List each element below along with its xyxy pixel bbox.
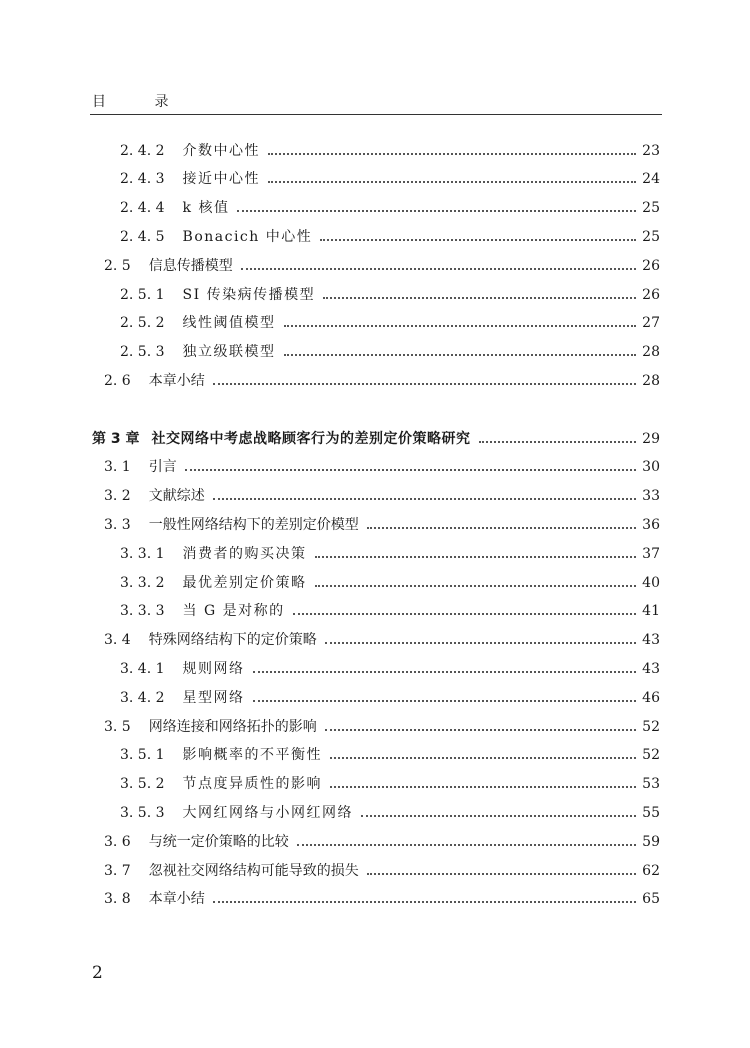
toc-page: 28 (642, 344, 660, 360)
toc-entry-2-4-4[interactable] (120, 195, 660, 217)
toc-page: 23 (642, 143, 660, 159)
toc-number: 2. 4. 4 (120, 200, 165, 216)
toc-page: 25 (642, 200, 660, 216)
dot-leader (213, 383, 636, 385)
dot-leader (315, 585, 637, 587)
toc-entry-2-4-2[interactable] (120, 138, 660, 160)
toc-title: 接近中心性 (182, 171, 261, 187)
toc-entry-3-1[interactable] (104, 454, 660, 476)
toc-title: SI 传染病传播模型 (182, 287, 316, 303)
dot-leader (323, 297, 636, 299)
header-rule (90, 114, 662, 115)
dot-leader (330, 786, 636, 788)
dot-leader (284, 354, 637, 356)
dot-leader (315, 556, 637, 558)
toc-page: 41 (642, 603, 660, 619)
toc-number: 2. 4. 2 (120, 143, 165, 159)
toc-entry-2-5[interactable] (104, 253, 660, 275)
toc-page: 28 (642, 373, 660, 389)
toc-number: 3. 3. 2 (120, 575, 165, 591)
toc-entry-3-3-3[interactable] (120, 598, 660, 620)
toc-entry-3-2[interactable] (104, 483, 660, 505)
toc-title: 当 G 是对称的 (182, 603, 285, 619)
toc-entry-3-8[interactable] (104, 886, 660, 908)
toc-entry-2-6[interactable] (104, 368, 660, 390)
toc-title: 信息传播模型 (148, 258, 233, 274)
dot-leader (297, 844, 636, 846)
dot-leader (479, 441, 637, 443)
toc-entry-2-5-1[interactable] (120, 282, 660, 304)
toc-title: 网络连接和网络拓扑的影响 (148, 719, 317, 735)
toc-page: 29 (642, 431, 660, 447)
toc-chapter-number: 第 3 章 (92, 431, 140, 447)
toc-title: 规则网络 (182, 661, 245, 677)
toc-title: 独立级联模型 (182, 344, 276, 360)
toc-number: 3. 6 (104, 834, 131, 850)
toc-entry-2-4-5[interactable] (120, 224, 660, 246)
toc-entry-3-5-1[interactable] (120, 742, 660, 764)
toc-title: 最优差别定价策略 (182, 575, 307, 591)
toc-number: 3. 3 (104, 517, 131, 533)
page-number: 2 (92, 963, 103, 983)
toc-number: 3. 5. 2 (120, 776, 165, 792)
toc-page: 53 (642, 776, 660, 792)
toc-page: 24 (642, 171, 660, 187)
toc-entry-3-5-2[interactable] (120, 771, 660, 793)
toc-entry-3-4-1[interactable] (120, 656, 660, 678)
toc-title: 文献综述 (148, 488, 205, 504)
dot-leader (253, 700, 637, 702)
toc-title: 与统一定价策略的比较 (148, 834, 289, 850)
toc-page: 65 (642, 891, 660, 907)
toc-title: 线性阈值模型 (182, 315, 276, 331)
toc-number: 3. 5. 1 (120, 747, 165, 763)
toc-number: 2. 6 (104, 373, 131, 389)
toc-entry-3-6[interactable] (104, 829, 660, 851)
dot-leader (284, 325, 637, 327)
toc-page: 33 (642, 488, 660, 504)
toc-number: 2. 5. 3 (120, 344, 165, 360)
toc-title: 忽视社交网络结构可能导致的损失 (148, 863, 359, 879)
toc-entry-3-5[interactable] (104, 714, 660, 736)
toc-title: k 核值 (182, 200, 230, 216)
toc-number: 3. 1 (104, 459, 131, 475)
toc-title: 本章小结 (148, 891, 205, 907)
dot-leader (213, 901, 636, 903)
toc-number: 3. 3. 1 (120, 546, 165, 562)
toc-title: 介数中心性 (182, 143, 261, 159)
toc-title: 大网红网络与小网红网络 (182, 805, 354, 821)
toc-number: 2. 5 (104, 258, 131, 274)
toc-number: 2. 5. 2 (120, 315, 165, 331)
toc-page: 46 (642, 690, 660, 706)
toc-title: 一般性网络结构下的差别定价模型 (148, 517, 359, 533)
dot-leader (241, 268, 636, 270)
toc-title: 消费者的购买决策 (182, 546, 307, 562)
toc-number: 3. 5. 3 (120, 805, 165, 821)
toc-page: 43 (642, 661, 660, 677)
toc-number: 3. 3. 3 (120, 603, 165, 619)
dot-leader (367, 527, 636, 529)
dot-leader (325, 729, 636, 731)
toc-page: 25 (642, 229, 660, 245)
toc-title: 本章小结 (148, 373, 205, 389)
toc-entry-3-7[interactable] (104, 858, 660, 880)
toc-page: 52 (642, 719, 660, 735)
toc-entry-3-5-3[interactable] (120, 800, 660, 822)
toc-page: 26 (642, 258, 660, 274)
dot-leader (185, 469, 636, 471)
toc-number: 3. 5 (104, 719, 131, 735)
dot-leader (330, 757, 636, 759)
toc-number: 2. 4. 5 (120, 229, 165, 245)
toc-entry-2-5-3[interactable] (120, 339, 660, 361)
toc-title: 影响概率的不平衡性 (182, 747, 323, 763)
toc-page: 36 (642, 517, 660, 533)
dot-leader (213, 498, 636, 500)
toc-page: 37 (642, 546, 660, 562)
toc-chapter-title: 社交网络中考虑战略顾客行为的差别定价策略研究 (151, 431, 471, 447)
toc-title: 节点度异质性的影响 (182, 776, 323, 792)
toc-number: 3. 7 (104, 863, 131, 879)
toc-page: 52 (642, 747, 660, 763)
toc-number: 3. 2 (104, 488, 131, 504)
toc-entry-2-5-2[interactable] (120, 310, 660, 332)
toc-number: 2. 5. 1 (120, 287, 165, 303)
dot-leader (325, 642, 636, 644)
toc-title: 特殊网络结构下的定价策略 (148, 632, 317, 648)
toc-page: 62 (642, 863, 660, 879)
toc-title: 引言 (148, 459, 177, 475)
toc-page: 43 (642, 632, 660, 648)
toc-page: 59 (642, 834, 660, 850)
running-header-title: 目 录 (92, 94, 191, 110)
toc-entry-3-3-1[interactable] (120, 541, 660, 563)
dot-leader (253, 671, 637, 673)
toc-number: 3. 8 (104, 891, 131, 907)
toc-entry-3-4[interactable] (104, 627, 660, 649)
toc-number: 3. 4. 1 (120, 661, 165, 677)
toc-page: 30 (642, 459, 660, 475)
toc-chapter-3[interactable] (92, 426, 660, 448)
toc-entry-3-3[interactable] (104, 512, 660, 534)
toc-number: 3. 4. 2 (120, 690, 165, 706)
toc-title: Bonacich 中心性 (182, 229, 313, 245)
toc-number: 3. 4 (104, 632, 131, 648)
toc-page: 40 (642, 575, 660, 591)
toc-entry-3-4-2[interactable] (120, 685, 660, 707)
toc-entry-2-4-3[interactable] (120, 166, 660, 188)
toc-page: 27 (642, 315, 660, 331)
dot-leader (361, 815, 636, 817)
toc-page: 55 (642, 805, 660, 821)
dot-leader (268, 153, 636, 155)
toc-number: 2. 4. 3 (120, 171, 165, 187)
dot-leader (237, 210, 636, 212)
dot-leader (320, 239, 636, 241)
toc-entry-3-3-2[interactable] (120, 570, 660, 592)
dot-leader (268, 181, 636, 183)
dot-leader (367, 873, 636, 875)
dot-leader (293, 613, 637, 615)
toc-page: 26 (642, 287, 660, 303)
toc-title: 星型网络 (182, 690, 245, 706)
